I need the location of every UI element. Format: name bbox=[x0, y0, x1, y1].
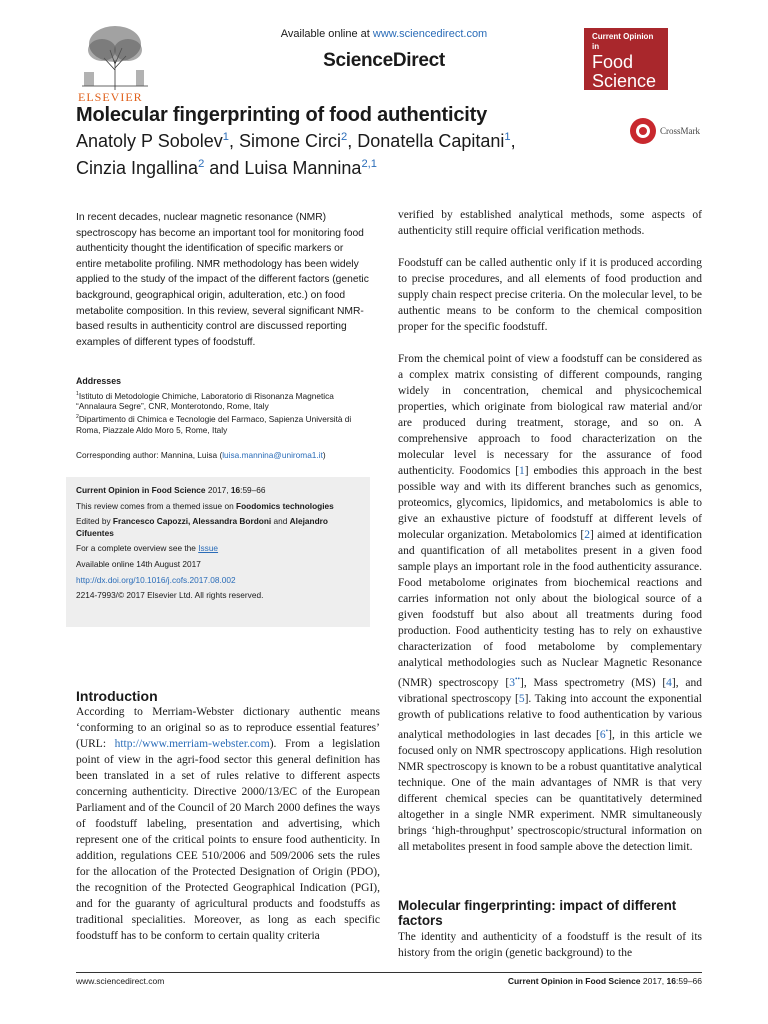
available-prefix: Available online at bbox=[280, 28, 373, 40]
author-list bbox=[76, 126, 596, 180]
corresponding-label: Corresponding author: Mannina, Luisa ( bbox=[76, 450, 223, 460]
footer-year: 2017, bbox=[640, 976, 667, 986]
address-item bbox=[76, 412, 370, 435]
affiliation-ref[interactable]: 1 bbox=[504, 131, 511, 143]
paragraph: From the chemical point of view a foodstuff can be considered as a complex matrix consisting of different compounds, ranging widely in concentration, chemical and physicochemical properties, which originate from biological raw material and/or are produced during treatment, storage, and so on. A comprehensive approach to food characterization on the molecular level is necessary for the assurance of food authenticity. Foodomics [1] embodies this approach in the best possible way and with its different branches such as genomics, proteomics, glycomics, lipidomics, and metabolomics is able to give an exhaustive picture of foodstuff at different levels of molecular organization. Metabolomics [2] aimed at identification and quantification of all metabolites present in a given food sample plays an important role in the food authenticity assurance. Food metabolome originates from biochemical reactions and carries information not only about the biological source of a given foodstuff but also about all treatments during food production. Food authenticity testing has to rely on exhaustive characterization of food metabolome by complementary analytical methodologies such as Nuclear Magnetic Resonance (NMR) spectroscopy [3••], Mass spectrometry (MS) [4], and vibrational spectroscopy [5]. Taking into account the exponential growth of publications relative to food authentication by various analytical methodologies in last decades [6•], in this article we focused only on NMR spectroscopy applications. High resolution NMR spectroscopy is known to be a robust quantitative analytical technique. One of the main advantages of NMR is that very different chemical species can be quantitatively determined altogether in a single NMR experiment. NMR simultaneously brings ‘high-throughput’ spectroscopic/structural information on all metabolites present in food sample above the detection limit. bbox=[398, 353, 703, 853]
overview-prefix: For a complete overview see the bbox=[76, 543, 199, 554]
citation-year: 2017, bbox=[205, 485, 231, 495]
editors-names: Francesco Capozzi, Alessandra Bordoni bbox=[112, 516, 272, 527]
journal-badge-top: Current Opinion in bbox=[592, 32, 654, 51]
edited-prefix: Edited by bbox=[76, 516, 113, 527]
author-name: Luisa Mannina bbox=[244, 158, 362, 178]
reference-link[interactable]: 1 bbox=[519, 465, 525, 477]
author-separator: , bbox=[229, 131, 240, 151]
citation-pages: :59–66 bbox=[240, 485, 266, 495]
reference-link[interactable]: 2 bbox=[584, 529, 590, 541]
editors-line bbox=[76, 516, 360, 539]
citation-line bbox=[76, 485, 360, 497]
crossmark-badge[interactable] bbox=[630, 118, 710, 146]
corresponding-email-link[interactable]: luisa.mannina@uniroma1.it bbox=[222, 450, 323, 460]
editors-names-last: Alejandro Cifuentes bbox=[76, 516, 328, 538]
journal-name: Current Opinion in Food Science bbox=[76, 485, 206, 495]
address-number: 1 bbox=[76, 390, 79, 397]
crossmark-icon bbox=[630, 118, 656, 144]
reference-link[interactable]: 3 bbox=[509, 676, 515, 689]
author-separator: , bbox=[347, 131, 358, 151]
journal-badge-name-1: Food bbox=[592, 52, 634, 72]
journal-badge bbox=[584, 28, 668, 90]
journal-badge-name-2: Science bbox=[592, 71, 657, 91]
affiliation-ref[interactable]: 2 bbox=[198, 158, 205, 170]
reference-link[interactable]: 5 bbox=[518, 692, 525, 705]
addresses bbox=[76, 376, 370, 436]
sciencedirect-link[interactable]: www.sciencedirect.com bbox=[372, 28, 488, 40]
author-name: Cinzia Ingallina bbox=[76, 158, 199, 178]
footer-journal: Current Opinion in Food Science bbox=[507, 976, 641, 986]
section-heading-molecular-fingerprinting: Molecular fingerprinting: impact of different factors bbox=[398, 898, 677, 928]
overview-line bbox=[76, 543, 360, 555]
author-name: Anatoly P Sobolev bbox=[76, 131, 223, 151]
author-name: Donatella Capitani bbox=[357, 131, 505, 151]
abstract: In recent decades, nuclear magnetic resonance (NMR) spectroscopy has become an important tool for monitoring food authenticity thought the identification of specific markers or entire metabolite profiling. NMR methodology has been widely applied to the study of the impact of the different factors (genetic background, geographical origin, adulteration, etc.) on food metabolite composition. In this review, several significant NMR-based results in authenticity control are discussed reporting examples of different types of foodstuff. bbox=[76, 212, 369, 348]
reference-mark: • bbox=[605, 726, 609, 735]
intro-text-part: ). From a legislation point of view in the agri-food sector this general definition has been translated in a set of rules relative to different aspects concerning authenticity. Directive 2000/13/EC of the European Parliament and of the Council of 20 March 2000 defines the ways of foodstuff labeling, presentation and advertising, which represent one of the critical points to ensure food authenticity. In addition, regulations CEE 510/2006 and 509/2006 sets the rules for the allocation of the Protected Designation of Origin (PDO), the recognition of the Protected Geographical Indication (PGI), and for the guaranty of agricultural products and foodstuffs as traditional specialities. Moreover, as long as each specific foodstuff has to be conform to certain quality criteria bbox=[76, 738, 381, 942]
theme-prefix: This review comes from a themed issue on bbox=[76, 500, 237, 511]
editors-and: and bbox=[271, 516, 290, 527]
intro-text-part: According to Merriam-Webster dictionary authentic means ‘conforming to an original so as to reproduce essential features’ (URL: bbox=[76, 706, 380, 750]
addresses-heading: Addresses bbox=[76, 376, 121, 386]
paragraph: Foodstuff can be called authentic only if it is produced according to precise procedures, and all elements of food production and supply chain respect precise criteria. On the molecular level, to be authentic means to be conform to the chemical composition proper for the specific foodstuff. bbox=[398, 257, 702, 333]
footer-divider bbox=[76, 972, 702, 973]
affiliation-ref[interactable]: 2 bbox=[341, 131, 348, 143]
theme-name: Foodomics technologies bbox=[236, 500, 334, 511]
introduction-heading: Introduction bbox=[76, 688, 158, 704]
footer-pages: :59–66 bbox=[676, 976, 702, 986]
author-separator: , bbox=[510, 131, 516, 151]
themed-issue-line bbox=[76, 501, 360, 513]
merriam-webster-link[interactable]: http://www.merriam-webster.com bbox=[114, 738, 270, 750]
copyright: 2214-7993/© 2017 Elsevier Ltd. All rights reserved. bbox=[76, 590, 264, 601]
corresponding-author bbox=[76, 450, 370, 461]
footer-site: www.sciencedirect.com bbox=[76, 976, 165, 986]
sciencedirect-title: ScienceDirect bbox=[323, 50, 445, 71]
footer-volume: 16 bbox=[666, 976, 676, 986]
author-separator: and bbox=[204, 158, 245, 178]
address-text: Istituto di Metodologie Chimiche, Laboratorio di Risonanza Magnetica “Annalaura Segre”, CNR, Monterotondo, Rome, Italy bbox=[76, 390, 334, 412]
address-item bbox=[76, 389, 370, 412]
author-name: Simone Circi bbox=[239, 131, 342, 151]
corresponding-close: ) bbox=[322, 450, 326, 460]
reference-mark: •• bbox=[515, 675, 520, 683]
article-title: Molecular fingerprinting of food authenticity bbox=[76, 104, 487, 126]
article-info-box bbox=[66, 477, 370, 627]
footer-citation bbox=[440, 976, 702, 986]
issue-link[interactable]: Issue bbox=[198, 543, 219, 554]
right-column-text bbox=[398, 207, 702, 871]
affiliation-ref[interactable]: 2,1 bbox=[361, 158, 377, 170]
reference-link[interactable]: 4 bbox=[666, 676, 672, 689]
address-text: Dipartimento di Chimica e Tecnologie del Farmaco, Sapienza Università di Roma, Piazzale Aldo Moro 5, Rome, Italy bbox=[76, 413, 352, 435]
address-number: 2 bbox=[76, 414, 79, 421]
doi-link[interactable]: http://dx.doi.org/10.1016/j.cofs.2017.08.002 bbox=[76, 574, 236, 585]
paragraph: verified by established analytical methods, some aspects of authenticity still require official verification methods. bbox=[398, 209, 702, 237]
available-date: Available online 14th August 2017 bbox=[76, 558, 201, 569]
section-text: The identity and authenticity of a foodstuff is the result of its history from the origin (genetic background) to the bbox=[398, 931, 702, 959]
affiliation-ref[interactable]: 1 bbox=[222, 131, 229, 143]
elsevier-wordmark: ELSEVIER bbox=[78, 90, 143, 104]
crossmark-label: CrossMark bbox=[660, 126, 700, 136]
reference-link[interactable]: 6 bbox=[599, 728, 606, 741]
citation-volume: 16 bbox=[230, 485, 241, 495]
introduction-text bbox=[76, 704, 380, 944]
